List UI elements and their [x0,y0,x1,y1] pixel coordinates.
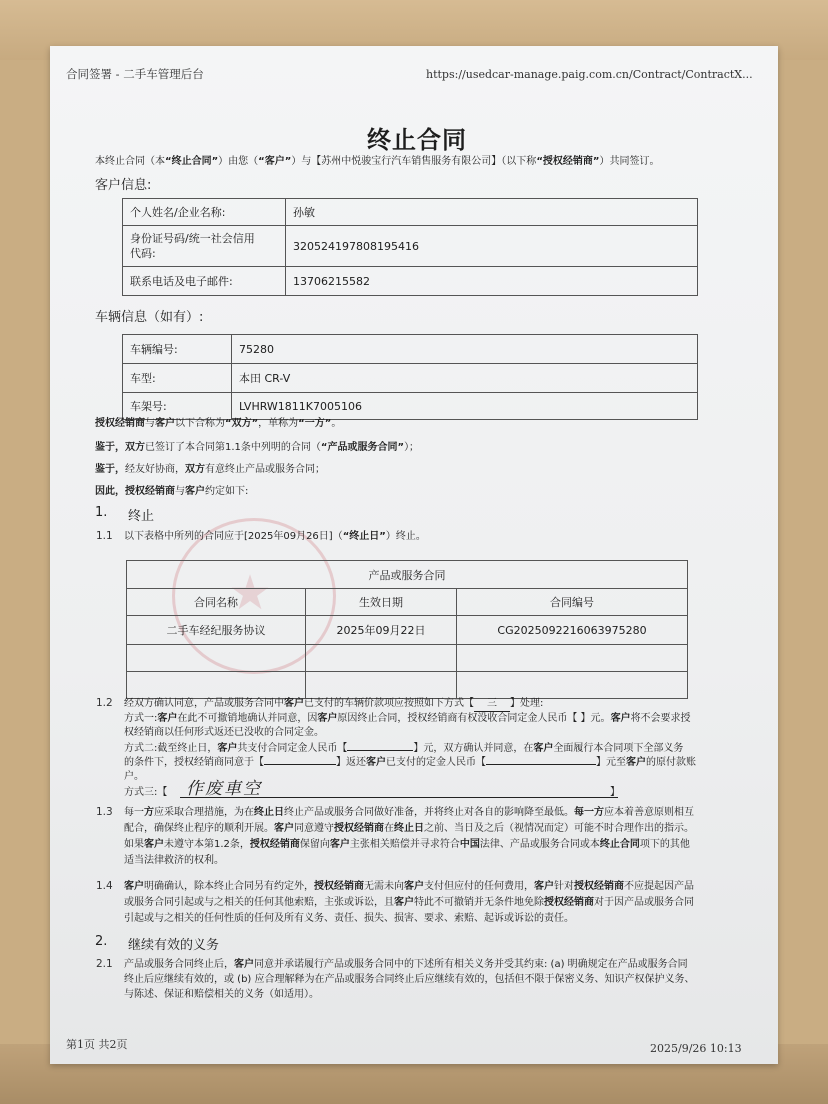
section-1-title: 终止 [128,509,155,524]
column-header-contract-number: 合同编号 [457,589,688,616]
print-header-title: 合同签署 - 二手车管理后台 [66,67,204,81]
method-2-line-1: 方式二:截至终止日，客户共支付合同定金人民币【 】元，双方确认并同意，在客户全面履行本合同项下全部义务 [124,743,684,754]
print-header-url: https://usedcar-manage.paig.com.cn/Contract/ContractX... [426,68,753,81]
document-title: 终止合同 [367,126,467,154]
table-row [127,672,688,699]
method-2-line-3: 户。 [124,771,144,782]
clause-2-1-line-1: 产品或服务合同终止后，客户同意并承诺履行产品或服务合同中的下述所有相关义务并受其约束: (a) 明确规定在产品或服务合同 [124,959,688,970]
customer-id-label: 身份证号码/统一社会信用 代码: [123,226,286,267]
table-row [127,589,688,616]
column-header-contract-name: 合同名称 [127,589,306,616]
clause-1-2-text: 经双方确认同意，产品或服务合同中客户已支付的车辆价款项应按照如下方式【 三 】处理: [124,697,543,712]
recital-3: 因此，授权经销商与客户约定如下: [95,486,249,497]
table-row [123,335,698,364]
effective-date-cell: 2025年09月22日 [306,616,457,645]
clause-1-2-number: 1.2 [96,697,113,709]
table-row [123,267,698,296]
clause-1-3-line-4: 适当法律救济的权利。 [124,855,224,866]
contract-list-table [126,560,688,699]
clause-1-3-number: 1.3 [96,806,113,818]
recital-2: 鉴于，经友好协商，双方有意终止产品或服务合同； [95,464,325,475]
table-row [127,645,688,672]
table-row [123,226,698,267]
customer-contact-value: 13706215582 [286,267,698,296]
section-2-title: 继续有效的义务 [128,938,220,953]
vehicle-info-table [122,334,698,420]
method-1-line-2: 权经销商以任何形式返还已没收的合同定金。 [124,727,324,738]
contract-table-caption: 产品或服务合同 [127,561,688,589]
customer-contact-label: 联系电话及电子邮件: [123,267,286,296]
table-row [123,364,698,393]
vehicle-model-label: 车型: [123,364,232,393]
section-1-number: 1. [95,505,108,520]
clause-2-1-line-2: 终止后应继续有效的，或 (b) 应合理解释为在产品或服务合同终止后应继续有效的，包括但不限于保密义务、知识产权保护义务、 [124,974,695,985]
clause-1-4-line-3: 引起或与之相关的任何性质的任何及所有义务、责任、损失、损害、要求、索赔、起诉或诉讼的责任。 [124,913,574,924]
parties-definition: 授权经销商与客户以下合称为“双方”，单称为“一方”。 [95,418,342,429]
contract-number-cell: CG2025092216063975280 [457,616,688,645]
clause-1-3-line-2: 配合，确保终止程序的顺利开展。客户同意遵守授权经销商在终止日之前、当日及之后（视情况而定）可能不时合理作出的指示。 [124,823,694,834]
table-row [123,393,698,420]
clause-1-3-line-3: 如果客户未遵守本第1.2条，授权经销商保留向客户主张相关赔偿并寻求符合中国法律、产品或服务合同或本终止合同项下的其他 [124,839,690,850]
clause-2-1-number: 2.1 [96,958,113,970]
vehicle-number-label: 车辆编号: [123,335,232,364]
method-3-label: 方式三:【 [124,787,168,798]
vehicle-vin-label: 车架号: [123,393,232,420]
intro-paragraph: 本终止合同（本“终止合同”）由您（“客户”）与【苏州中悦骏宝行汽车销售服务有限公司】（以下称“授权经销商”）共同签订。 [95,156,660,167]
customer-name-value: 孙敏 [286,199,698,226]
clause-1-4-line-2: 或服务合同引起或与之相关的任何其他索赔，主张或诉讼，且客户特此不可撤销并无条件地免除授权经销商对于因产品或服务合同 [124,897,694,908]
section-2-number: 2. [95,934,108,949]
method-3-close-bracket: 】 [610,787,620,798]
handwritten-void-note: 作废車空 [186,779,262,799]
table-row [127,616,688,645]
method-1-line-1: 方式一:客户在此不可撤销地确认并同意，因客户原因终止合同，授权经销商有权没收合同定金人民币【 】元。客户将不会要求授 [124,713,691,724]
vehicle-model-value: 本田 CR-V [232,364,698,393]
method-2-line-2: 的条件下，授权经销商同意于【 】返还客户已支付的定金人民币【 】元至客户的原付款账 [124,757,696,768]
clause-1-4-line-1: 客户明确确认，除本终止合同另有约定外，授权经销商无需未向客户支付但应付的任何费用，客户针对授权经销商不应提起因产品 [124,881,694,892]
customer-name-label: 个人姓名/企业名称: [123,199,286,226]
contract-name-cell: 二手车经纪服务协议 [127,616,306,645]
seal-star-icon: ★ [228,565,272,621]
clause-1-1-number: 1.1 [96,530,113,542]
table-row [127,561,688,589]
customer-heading: 客户信息: [95,178,152,193]
recital-1: 鉴于，双方已签订了本合同第1.1条中列明的合同（“产品或服务合同”）； [95,442,420,453]
vehicle-vin-value: LVHRW1811K7005106 [232,393,698,420]
page-number: 第1页 共2页 [66,1038,128,1051]
vehicle-number-value: 75280 [232,335,698,364]
clause-1-4-number: 1.4 [96,880,113,892]
customer-id-value: 320524197808195416 [286,226,698,267]
column-header-effective-date: 生效日期 [306,589,457,616]
print-datetime: 2025/9/26 10:13 [650,1042,742,1055]
vehicle-heading: 车辆信息（如有）: [95,310,204,325]
clause-1-3-line-1: 每一方应采取合理措施，为在终止日终止产品或服务合同做好准备，并将终止对各自的影响降至最低。每一方应本着善意原则相互 [124,807,694,818]
clause-2-1-line-3: 与陈述、保证和赔偿相关的义务（如适用）。 [124,989,319,1000]
table-row [123,199,698,226]
customer-info-table [122,198,698,296]
clause-1-1-text: 以下表格中所列的合同应于[2025年09月26日]（“终止日”）终止。 [124,531,426,542]
